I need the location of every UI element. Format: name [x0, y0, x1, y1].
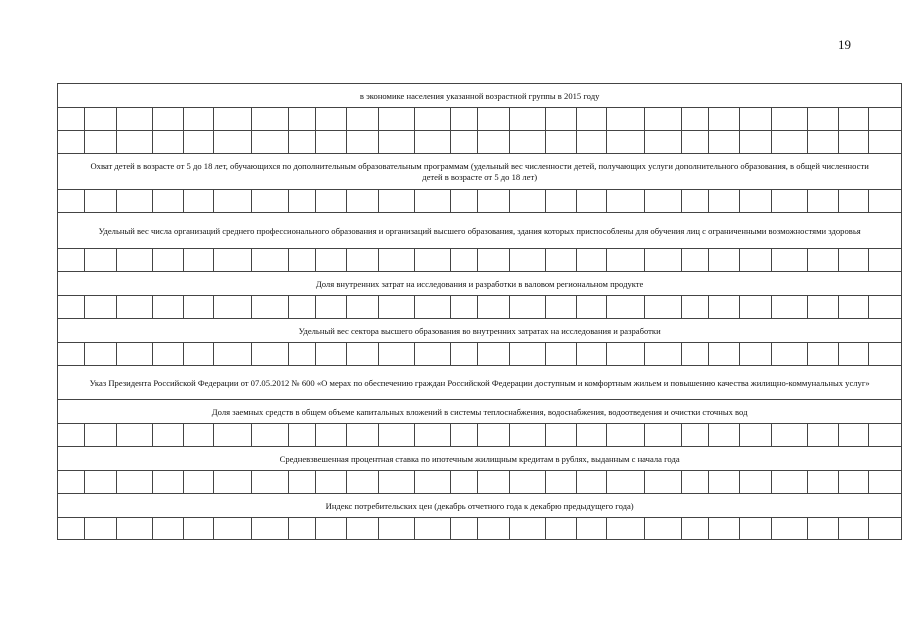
- table-cell: [478, 518, 510, 540]
- table-cell: [682, 518, 709, 540]
- table-cell: [682, 343, 709, 366]
- table-cell: [451, 108, 478, 131]
- table-cell: [347, 131, 379, 154]
- table-cell: [577, 190, 607, 213]
- table-cell: [772, 108, 808, 131]
- table-cell: [289, 296, 316, 319]
- table-cell: [740, 296, 772, 319]
- table-cell: [546, 108, 577, 131]
- table-cell: [117, 249, 153, 272]
- table-cell: [607, 296, 645, 319]
- table-row: [58, 343, 902, 366]
- table-cell: [546, 190, 577, 213]
- table-cell: [709, 249, 740, 272]
- table-cell: [839, 343, 869, 366]
- table-cell: [347, 343, 379, 366]
- table-cell: [709, 343, 740, 366]
- table-cell: [289, 108, 316, 131]
- section-heading: Доля заемных средств в общем объеме капитальных вложений в системы теплоснабжения, водоснабжения, водоотведения и очистки сточных вод: [58, 400, 902, 424]
- table-cell: [546, 471, 577, 494]
- table-cell: [546, 249, 577, 272]
- table-cell: [839, 190, 869, 213]
- table-cell: [577, 343, 607, 366]
- table-cell: [415, 108, 451, 131]
- table-cell: [546, 296, 577, 319]
- table-cell: [316, 296, 347, 319]
- table-cell: [645, 108, 682, 131]
- table-cell: [117, 131, 153, 154]
- table-cell: [839, 424, 869, 447]
- table-cell: [478, 108, 510, 131]
- table-cell: [607, 471, 645, 494]
- table-cell: [153, 518, 184, 540]
- table-row: [58, 190, 902, 213]
- table-cell: [577, 108, 607, 131]
- table-cell: [682, 190, 709, 213]
- table-cell: [869, 296, 902, 319]
- table-row: [58, 131, 902, 154]
- table-cell: [577, 471, 607, 494]
- table-cell: [289, 190, 316, 213]
- table-cell: [808, 424, 839, 447]
- table-cell: [379, 424, 415, 447]
- table-cell: [808, 249, 839, 272]
- table-cell: [153, 296, 184, 319]
- table-cell: [379, 108, 415, 131]
- table-cell: [415, 296, 451, 319]
- table-cell: [415, 424, 451, 447]
- table-cell: [85, 518, 117, 540]
- table-cell: [451, 518, 478, 540]
- table-cell: [645, 296, 682, 319]
- table-cell: [415, 471, 451, 494]
- table-row: [58, 471, 902, 494]
- table-cell: [85, 343, 117, 366]
- table-cell: [839, 249, 869, 272]
- table-cell: [153, 131, 184, 154]
- table-cell: [316, 131, 347, 154]
- table-cell: [316, 471, 347, 494]
- table-cell: [808, 296, 839, 319]
- table-cell: [58, 190, 85, 213]
- table-cell: [808, 108, 839, 131]
- table-cell: [153, 424, 184, 447]
- table-cell: [645, 131, 682, 154]
- table-cell: [214, 296, 252, 319]
- table-cell: [869, 424, 902, 447]
- table-cell: [607, 190, 645, 213]
- section-heading: Удельный вес сектора высшего образования во внутренних затратах на исследования и разработки: [58, 319, 902, 343]
- table-cell: [415, 518, 451, 540]
- table-cell: [252, 424, 289, 447]
- table-cell: [184, 518, 214, 540]
- table-cell: [709, 190, 740, 213]
- table-cell: [607, 518, 645, 540]
- table-cell: [451, 249, 478, 272]
- table-cell: [510, 249, 546, 272]
- table-cell: [252, 343, 289, 366]
- table-cell: [214, 518, 252, 540]
- table-body: [58, 84, 902, 540]
- section-heading-row: [58, 319, 902, 343]
- table-cell: [740, 343, 772, 366]
- table-cell: [153, 108, 184, 131]
- table-cell: [451, 424, 478, 447]
- table-cell: [709, 131, 740, 154]
- table-cell: [740, 190, 772, 213]
- table-cell: [808, 518, 839, 540]
- table-cell: [645, 190, 682, 213]
- table-cell: [289, 131, 316, 154]
- table-row: [58, 424, 902, 447]
- table-cell: [379, 249, 415, 272]
- table-cell: [58, 343, 85, 366]
- table-cell: [709, 108, 740, 131]
- section-heading-row: [58, 447, 902, 471]
- table-cell: [546, 424, 577, 447]
- table-cell: [839, 518, 869, 540]
- table-cell: [808, 131, 839, 154]
- table-cell: [58, 249, 85, 272]
- table-cell: [510, 471, 546, 494]
- table-cell: [289, 343, 316, 366]
- section-heading: Указ Президента Российской Федерации от 07.05.2012 № 600 «О мерах по обеспечению граждан Российской Федерации доступным и комфортным жильем и повышению качества жилищно-коммунальных услуг»: [58, 366, 902, 400]
- table-row: [58, 249, 902, 272]
- table-cell: [869, 190, 902, 213]
- section-heading-row: [58, 213, 902, 249]
- table-cell: [252, 518, 289, 540]
- table-cell: [607, 131, 645, 154]
- table-cell: [184, 343, 214, 366]
- table-cell: [682, 471, 709, 494]
- table-cell: [869, 108, 902, 131]
- table-cell: [839, 296, 869, 319]
- section-heading-row: [58, 400, 902, 424]
- table-cell: [709, 296, 740, 319]
- table-cell: [577, 131, 607, 154]
- table-cell: [772, 131, 808, 154]
- table-cell: [316, 424, 347, 447]
- indicator-table: [57, 83, 902, 540]
- table-cell: [316, 343, 347, 366]
- table-cell: [510, 424, 546, 447]
- table-cell: [645, 424, 682, 447]
- table-cell: [289, 471, 316, 494]
- table-cell: [214, 131, 252, 154]
- table-cell: [184, 424, 214, 447]
- table-cell: [252, 190, 289, 213]
- section-heading: Удельный вес числа организаций среднего профессионального образования и организаций высшего образования, здания которых приспособлены для обучения лиц с ограниченными возможностями здоровья: [58, 213, 902, 249]
- section-heading-row: [58, 494, 902, 518]
- table-cell: [252, 249, 289, 272]
- table-cell: [510, 518, 546, 540]
- table-cell: [117, 190, 153, 213]
- table-cell: [869, 471, 902, 494]
- table-cell: [740, 108, 772, 131]
- table-cell: [451, 471, 478, 494]
- table-cell: [58, 131, 85, 154]
- page-number: 19: [838, 37, 851, 52]
- table-cell: [347, 108, 379, 131]
- table-cell: [289, 249, 316, 272]
- table-cell: [510, 343, 546, 366]
- table-cell: [808, 190, 839, 213]
- table-cell: [379, 190, 415, 213]
- table-cell: [316, 249, 347, 272]
- table-cell: [316, 108, 347, 131]
- table-cell: [478, 131, 510, 154]
- table-cell: [85, 108, 117, 131]
- table-cell: [85, 249, 117, 272]
- table-cell: [478, 190, 510, 213]
- table-cell: [415, 131, 451, 154]
- table-cell: [682, 108, 709, 131]
- table-cell: [117, 343, 153, 366]
- table-cell: [869, 343, 902, 366]
- table-cell: [808, 343, 839, 366]
- table-cell: [214, 424, 252, 447]
- table-cell: [184, 190, 214, 213]
- table-cell: [510, 296, 546, 319]
- table-cell: [740, 249, 772, 272]
- table-cell: [117, 296, 153, 319]
- section-heading: Индекс потребительских цен (декабрь отчетного года к декабрю предыдущего года): [58, 494, 902, 518]
- table-cell: [682, 131, 709, 154]
- table-cell: [772, 471, 808, 494]
- table-cell: [772, 190, 808, 213]
- table-cell: [709, 424, 740, 447]
- section-heading: Средневзвешенная процентная ставка по ипотечным жилищным кредитам в рублях, выданным с начала года: [58, 447, 902, 471]
- table-cell: [214, 471, 252, 494]
- table-cell: [58, 471, 85, 494]
- table-cell: [645, 518, 682, 540]
- table-cell: [682, 249, 709, 272]
- table-cell: [252, 471, 289, 494]
- table-cell: [740, 131, 772, 154]
- table-cell: [214, 343, 252, 366]
- section-heading: Охват детей в возрасте от 5 до 18 лет, обучающихся по дополнительным образовательным программам (удельный вес численности детей, получающих услуги дополнительного образования, в общей численности детей в возрасте от 5 до 18 лет): [58, 154, 902, 190]
- table-cell: [184, 471, 214, 494]
- table-cell: [682, 296, 709, 319]
- section-heading-row: [58, 154, 902, 190]
- table-cell: [85, 424, 117, 447]
- table-cell: [214, 249, 252, 272]
- table-cell: [85, 471, 117, 494]
- table-cell: [415, 343, 451, 366]
- table-cell: [607, 108, 645, 131]
- table-cell: [153, 249, 184, 272]
- table-cell: [117, 108, 153, 131]
- table-cell: [510, 131, 546, 154]
- table-cell: [772, 518, 808, 540]
- table-cell: [252, 108, 289, 131]
- table-cell: [117, 471, 153, 494]
- table-cell: [153, 190, 184, 213]
- table-cell: [347, 249, 379, 272]
- table-row: [58, 518, 902, 540]
- table-cell: [415, 190, 451, 213]
- section-heading-row: [58, 84, 902, 108]
- table-cell: [85, 131, 117, 154]
- table-cell: [740, 471, 772, 494]
- table-cell: [153, 471, 184, 494]
- table-cell: [347, 296, 379, 319]
- table-cell: [510, 190, 546, 213]
- table-cell: [379, 471, 415, 494]
- table-cell: [645, 343, 682, 366]
- table-cell: [645, 471, 682, 494]
- table-cell: [252, 296, 289, 319]
- table-cell: [214, 190, 252, 213]
- table-cell: [577, 518, 607, 540]
- section-heading-row: [58, 272, 902, 296]
- table-cell: [709, 518, 740, 540]
- table-cell: [379, 343, 415, 366]
- table-cell: [347, 471, 379, 494]
- table-cell: [772, 296, 808, 319]
- table-cell: [607, 424, 645, 447]
- table-cell: [58, 108, 85, 131]
- table-cell: [214, 108, 252, 131]
- table-cell: [577, 296, 607, 319]
- table-cell: [478, 424, 510, 447]
- table-cell: [184, 108, 214, 131]
- table-cell: [58, 296, 85, 319]
- table-cell: [347, 518, 379, 540]
- table-cell: [546, 343, 577, 366]
- table-cell: [252, 131, 289, 154]
- section-heading: в экономике населения указанной возрастной группы в 2015 году: [58, 84, 902, 108]
- table-cell: [740, 518, 772, 540]
- table-cell: [451, 190, 478, 213]
- table-cell: [682, 424, 709, 447]
- table-row: [58, 108, 902, 131]
- table-cell: [645, 249, 682, 272]
- table-cell: [839, 131, 869, 154]
- table-cell: [478, 249, 510, 272]
- table-cell: [478, 296, 510, 319]
- table-cell: [85, 296, 117, 319]
- table-cell: [839, 108, 869, 131]
- table-cell: [478, 471, 510, 494]
- table-cell: [85, 190, 117, 213]
- table-cell: [607, 249, 645, 272]
- table-cell: [347, 424, 379, 447]
- table-cell: [379, 296, 415, 319]
- section-heading: Доля внутренних затрат на исследования и разработки в валовом региональном продукте: [58, 272, 902, 296]
- table-cell: [184, 131, 214, 154]
- table-cell: [451, 131, 478, 154]
- table-cell: [577, 249, 607, 272]
- table-cell: [869, 249, 902, 272]
- table-cell: [839, 471, 869, 494]
- table-cell: [347, 190, 379, 213]
- table-cell: [58, 518, 85, 540]
- table-cell: [153, 343, 184, 366]
- table-cell: [184, 249, 214, 272]
- table-cell: [58, 424, 85, 447]
- table-cell: [772, 424, 808, 447]
- section-heading-row: [58, 366, 902, 400]
- table-cell: [607, 343, 645, 366]
- table-cell: [546, 131, 577, 154]
- table-cell: [289, 424, 316, 447]
- table-cell: [316, 190, 347, 213]
- table-cell: [772, 249, 808, 272]
- table-cell: [117, 518, 153, 540]
- table-cell: [577, 424, 607, 447]
- table-cell: [546, 518, 577, 540]
- table-cell: [869, 131, 902, 154]
- table-cell: [709, 471, 740, 494]
- table-cell: [740, 424, 772, 447]
- table-cell: [451, 343, 478, 366]
- table-cell: [451, 296, 478, 319]
- table-cell: [379, 518, 415, 540]
- table-cell: [316, 518, 347, 540]
- table-cell: [478, 343, 510, 366]
- table-cell: [510, 108, 546, 131]
- table-cell: [808, 471, 839, 494]
- table-row: [58, 296, 902, 319]
- table-cell: [117, 424, 153, 447]
- table-cell: [415, 249, 451, 272]
- table-cell: [869, 518, 902, 540]
- table-cell: [289, 518, 316, 540]
- table-cell: [772, 343, 808, 366]
- table-cell: [379, 131, 415, 154]
- table-cell: [184, 296, 214, 319]
